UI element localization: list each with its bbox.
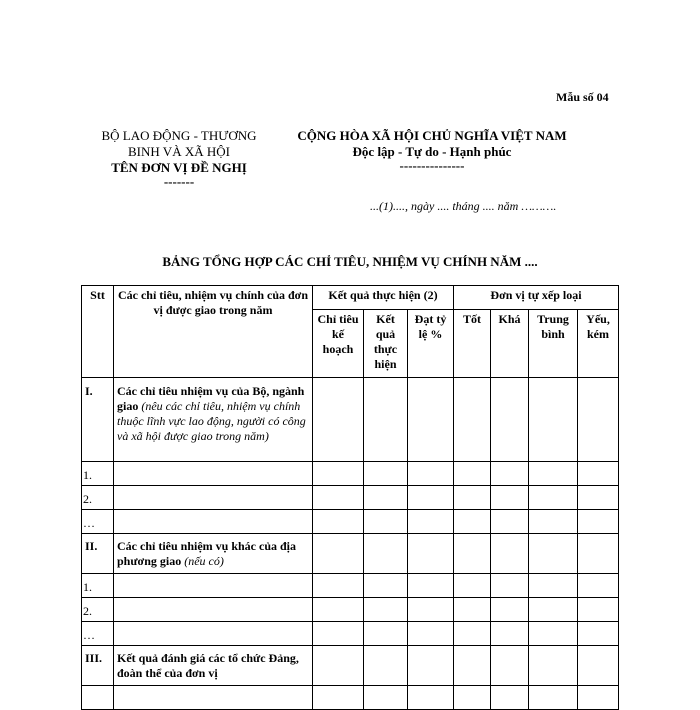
table-row xyxy=(82,378,619,462)
table-row xyxy=(82,622,619,646)
row-number: … xyxy=(82,622,114,646)
row-number: 1. xyxy=(82,462,114,486)
section-title: Các chỉ tiêu nhiệm vụ khác của địa phương giao xyxy=(117,539,297,568)
header-stt: Stt xyxy=(82,286,114,378)
table-row xyxy=(82,574,619,598)
section-number: III. xyxy=(82,646,114,686)
header-ratio: Đạt tỷ lệ % xyxy=(408,310,454,378)
section-description xyxy=(114,646,313,686)
row-number: 1. xyxy=(82,574,114,598)
table-row xyxy=(82,510,619,534)
section-note: (nêu các chỉ tiêu, nhiệm vụ chính thuộc lĩnh vực lao động, người có công và xã hội được giao trong năm) xyxy=(117,399,306,443)
section-number: I. xyxy=(82,378,114,462)
row-number: 2. xyxy=(82,486,114,510)
ministry-line-2: BINH VÀ XÃ HỘI xyxy=(128,144,230,159)
ministry-divider: ------- xyxy=(163,174,195,189)
republic-divider: --------------- xyxy=(399,158,465,173)
section-title: Các chỉ tiêu nhiệm vụ của Bộ, ngành giao xyxy=(117,384,305,413)
table-row xyxy=(82,686,619,710)
ministry-header xyxy=(86,128,272,188)
header-achieved: Kết quả thực hiện xyxy=(364,310,408,378)
section-title: Kết quả đánh giá các tổ chức Đảng, đoàn thể của đơn vị xyxy=(117,651,299,680)
republic-motto: Độc lập - Tự do - Hạnh phúc xyxy=(352,144,512,159)
summary-table xyxy=(81,285,619,710)
row-number: 2. xyxy=(82,598,114,622)
form-number: Mẫu số 04 xyxy=(556,90,609,104)
section-description xyxy=(114,378,313,462)
unit-name: TÊN ĐƠN VỊ ĐỀ NGHỊ xyxy=(111,160,247,175)
date-line: ...(1)...., ngày .... tháng .... năm ………. xyxy=(370,199,557,213)
table-row xyxy=(82,646,619,686)
section-description xyxy=(114,534,313,574)
header-results: Kết quả thực hiện (2) xyxy=(313,286,454,310)
header-planned: Chỉ tiêu kế hoạch xyxy=(313,310,364,378)
ministry-line-1: BỘ LAO ĐỘNG - THƯƠNG xyxy=(101,128,257,143)
row-number: … xyxy=(82,510,114,534)
document-title: BẢNG TỔNG HỢP CÁC CHỈ TIÊU, NHIỆM VỤ CHÍNH NĂM .... xyxy=(162,254,538,269)
header-fair: Khá xyxy=(491,310,529,378)
table-row xyxy=(82,462,619,486)
header-good: Tốt xyxy=(454,310,491,378)
section-note: (nếu có) xyxy=(184,554,224,568)
header-average: Trung bình xyxy=(529,310,578,378)
header-weak: Yếu, kém xyxy=(578,310,619,378)
header-criteria: Các chỉ tiêu, nhiệm vụ chính của đơn vị được giao trong năm xyxy=(114,286,313,378)
header-self-rank: Đơn vị tự xếp loại xyxy=(454,286,619,310)
table-row xyxy=(82,486,619,510)
republic-name: CỘNG HÒA XÃ HỘI CHỦ NGHĨA VIỆT NAM xyxy=(297,128,567,143)
republic-header xyxy=(282,128,582,172)
table-row xyxy=(82,598,619,622)
section-number: II. xyxy=(82,534,114,574)
table-row xyxy=(82,534,619,574)
